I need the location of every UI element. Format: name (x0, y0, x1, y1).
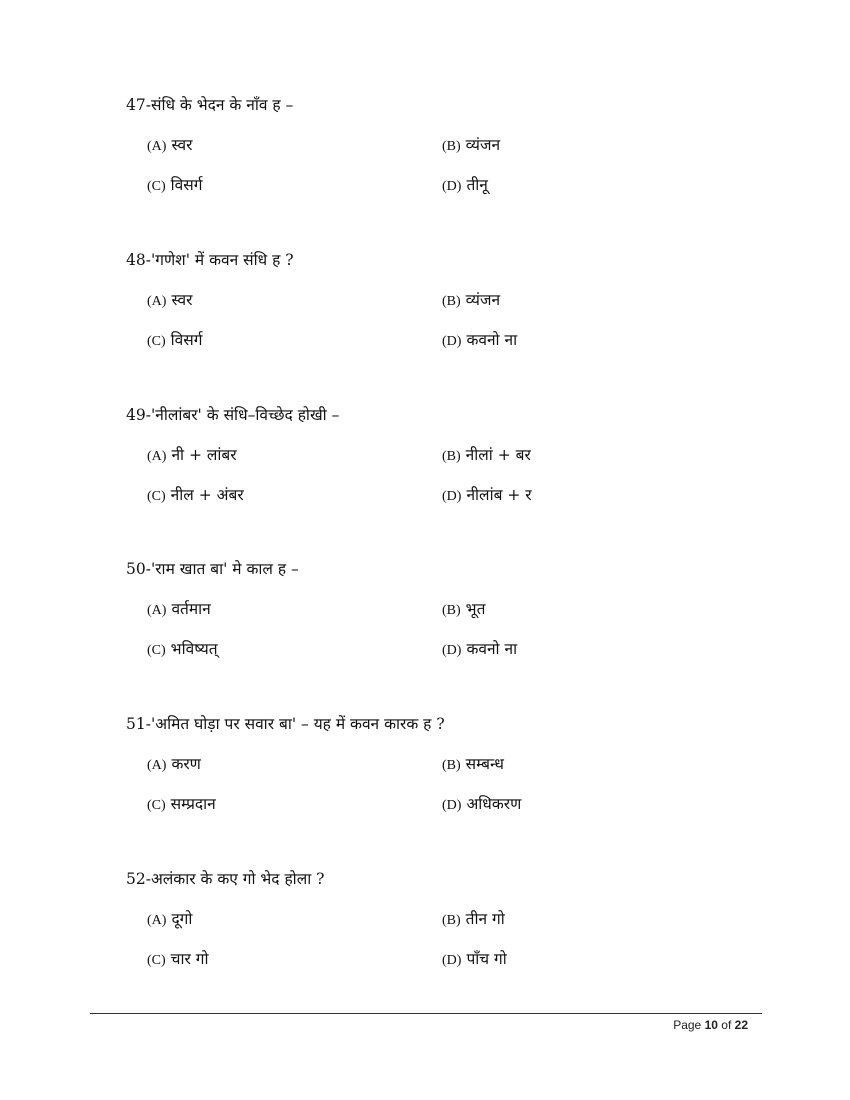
option-label: (B) (442, 758, 461, 773)
option-label: (C) (147, 489, 166, 504)
option-row (126, 290, 766, 310)
option-a (147, 445, 237, 467)
page-total: 22 (734, 1018, 748, 1032)
option-label: (A) (147, 603, 167, 618)
option-label: (C) (147, 643, 166, 658)
option-c (147, 639, 218, 661)
question-49 (126, 405, 766, 505)
option-label: (A) (147, 294, 167, 309)
option-row (126, 135, 766, 155)
option-label: (B) (442, 913, 461, 928)
option-d (442, 485, 532, 507)
question-text: 50-'राम खात बा' मे काल ह – (126, 560, 299, 578)
option-label: (C) (147, 953, 166, 968)
option-text: चार गो (170, 950, 209, 968)
question-text: 47-संधि के भेदन के नाँव ह – (126, 96, 294, 114)
option-label: (D) (442, 489, 462, 504)
option-a (147, 754, 201, 776)
option-a (147, 909, 192, 931)
option-text: पाँच गो (466, 950, 507, 968)
question-text: 51-'अमित घोड़ा पर सवार बा' – यह में कवन कारक ह ? (126, 715, 445, 733)
option-text: भविष्यत् (170, 640, 218, 658)
question-47 (126, 95, 766, 195)
option-text: व्यंजन (465, 291, 501, 309)
option-row (126, 639, 766, 659)
option-d (442, 794, 521, 816)
footer-divider (90, 1013, 762, 1014)
option-row (126, 445, 766, 465)
question-48 (126, 250, 766, 350)
option-c (147, 175, 203, 197)
option-text: कवनो ना (466, 640, 518, 658)
option-a (147, 290, 192, 312)
option-label: (D) (442, 798, 462, 813)
option-label: (C) (147, 334, 166, 349)
option-label: (D) (442, 179, 462, 194)
option-text: अधिकरण (466, 795, 522, 813)
option-text: तीनू (466, 176, 488, 194)
option-text: नील + अंबर (170, 486, 244, 504)
option-label: (A) (147, 913, 167, 928)
question-50 (126, 559, 766, 659)
option-text: नीलांब + र (466, 486, 532, 504)
option-b (442, 599, 485, 621)
option-b (442, 754, 504, 776)
option-label: (D) (442, 953, 462, 968)
option-label: (A) (147, 758, 167, 773)
option-text: सम्प्रदान (170, 795, 216, 813)
option-c (147, 330, 203, 352)
page-current: 10 (704, 1018, 718, 1032)
option-text: नीलां + बर (465, 446, 531, 464)
question-text: 52-अलंकार के कए गो भेद होला ? (126, 870, 325, 888)
option-row (126, 949, 766, 969)
option-text: कवनो ना (466, 331, 518, 349)
option-label: (D) (442, 643, 462, 658)
question-51 (126, 714, 766, 814)
option-row (126, 485, 766, 505)
option-row (126, 794, 766, 814)
option-b (442, 909, 505, 931)
option-c (147, 485, 244, 507)
option-c (147, 949, 209, 971)
option-row (126, 754, 766, 774)
option-c (147, 794, 216, 816)
option-text: भूत (465, 600, 486, 618)
option-label: (B) (442, 294, 461, 309)
option-row (126, 909, 766, 929)
option-text: सम्बन्ध (465, 755, 504, 773)
option-label: (B) (442, 603, 461, 618)
option-d (442, 175, 488, 197)
option-text: स्वर (171, 291, 193, 309)
option-row (126, 175, 766, 195)
option-d (442, 639, 517, 661)
option-a (147, 599, 211, 621)
option-text: व्यंजन (465, 136, 501, 154)
option-b (442, 290, 500, 312)
option-a (147, 135, 192, 157)
option-text: दूगो (171, 910, 193, 928)
option-d (442, 330, 517, 352)
question-52 (126, 869, 766, 969)
option-label: (A) (147, 139, 167, 154)
option-label: (D) (442, 334, 462, 349)
option-row (126, 330, 766, 350)
question-text: 49-'नीलांबर' के संधि–विच्छेद होखी – (126, 406, 340, 424)
option-label: (C) (147, 798, 166, 813)
option-row (126, 599, 766, 619)
option-d (442, 949, 507, 971)
question-text: 48-'गणेश' में कवन संधि ह ? (126, 251, 294, 269)
option-label: (B) (442, 139, 461, 154)
option-text: तीन गो (465, 910, 505, 928)
option-text: वर्तमान (171, 600, 211, 618)
option-text: करण (171, 755, 201, 773)
option-text: विसर्ग (170, 176, 203, 194)
page-number (673, 1018, 748, 1032)
option-b (442, 135, 500, 157)
page-prefix: Page (673, 1018, 702, 1032)
option-b (442, 445, 531, 467)
option-label: (A) (147, 449, 167, 464)
option-text: स्वर (171, 136, 193, 154)
option-text: नी + लांबर (171, 446, 237, 464)
option-text: विसर्ग (170, 331, 203, 349)
option-label: (C) (147, 179, 166, 194)
option-label: (B) (442, 449, 461, 464)
page-of: of (721, 1018, 732, 1032)
